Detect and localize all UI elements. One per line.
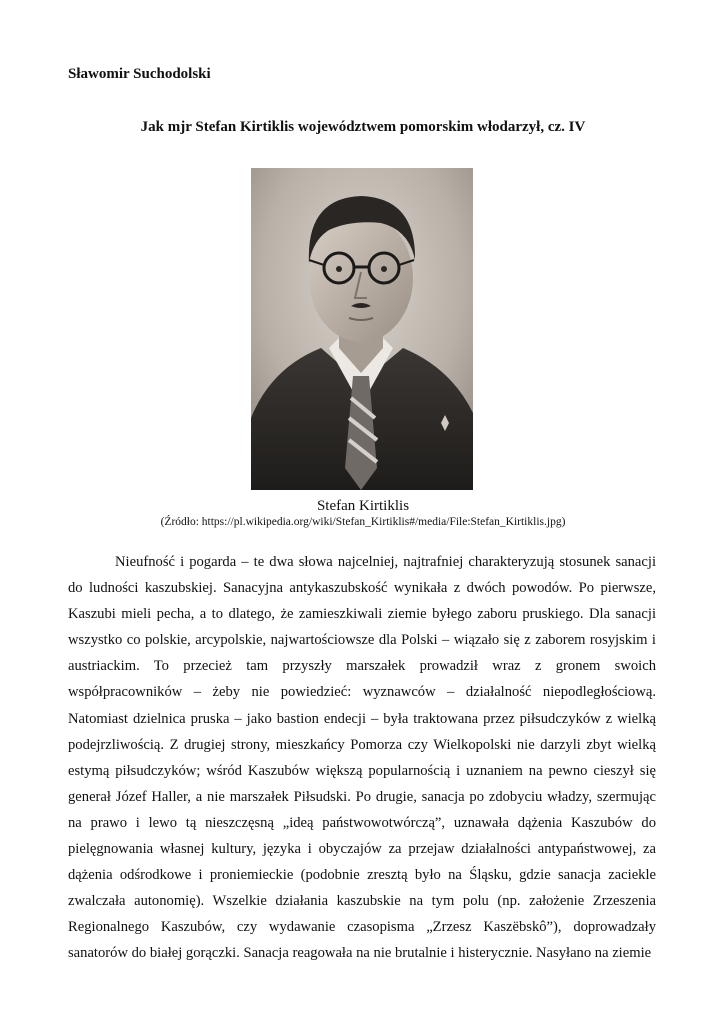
figure-caption: Stefan Kirtiklis	[316, 498, 410, 514]
author-name: Sławomir Suchodolski	[68, 66, 211, 82]
figure-source: (Źródło: https://pl.wikipedia.org/wiki/Stefan_Kirtiklis#/media/File:Stefan_Kirtiklis.jpg)	[160, 516, 566, 528]
body-paragraph: Nieufność i pogarda – te dwa słowa najcelniej, najtrafniej charakteryzują stosunek sanacji do ludności kaszubskiej. Sanacyjna antykaszubskość wynikała z dwóch powodów. Po pierwsze, Kaszubi mieli pecha, a to dlatego, że zamieszkiwali ziemie byłego zaboru pruskiego. Dla sanacji wszystko co polskie, arcypolskie, najwartościowsze dla Polski – wiązało się z zaborem rosyjskim i austriackim. To przecież tam przyszły marszałek prowadził wraz z gronem swoich współpracowników – żeby nie powiedzieć: wyznawców – działalność niepodległościową. Natomiast dzielnica pruska – jako bastion endecji – była traktowana przez piłsudczyków z wielką podejrzliwością. Z drugiej strony, mieszkańcy Pomorza czy Wielkopolski nie darzyli zbyt wielką estymą piłsudczyków; wśród Kaszubów większą popularnością i uznaniem na pewno cieszył się generał Józef Haller, a nie marszałek Piłsudski. Po drugie, sanacja po zdobyciu władzy, szermując na prawo i lewo tą nieszczęsną „ideą państwowotwórczą”, uznawała dążenia Kaszubów do pielęgnowania własnej kultury, języka i obyczajów za przejaw działalności antypaństwowej, za dążenia odśrodkowe i proniemieckie (podobnie zresztą było na Śląsku, gdzie sanacja zaciekle zwalczała autonomię). Wszelkie działania kaszubskie na tym polu (np. założenie Zrzeszenia Regionalnego Kaszubów, czy wydawanie czasopisma „Zrzesz Kaszëbskô”), doprowadzały sanatorów do białej gorączki. Sanacja reagowała na nie brutalnie i histerycznie. Nasyłano na ziemie	[68, 554, 656, 962]
article-title: Jak mjr Stefan Kirtiklis województwem pomorskim włodarzył, cz. IV	[140, 119, 586, 135]
portrait-photo	[251, 168, 473, 490]
